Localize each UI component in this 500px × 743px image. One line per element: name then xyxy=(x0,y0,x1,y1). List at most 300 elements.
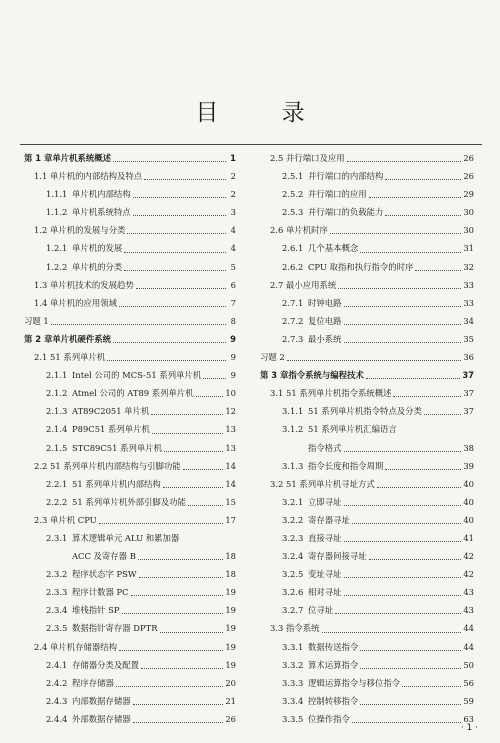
page-ref: 15 xyxy=(225,496,236,507)
section-title: 51 系列单片机 xyxy=(50,352,106,363)
section-number: 2.4.1 xyxy=(46,659,68,670)
page-ref: 36 xyxy=(463,352,474,363)
section-number: 第 2 章 xyxy=(24,333,53,344)
page-ref: 29 xyxy=(463,189,474,200)
toc-entry xyxy=(24,312,236,330)
leader-dots xyxy=(393,396,461,397)
leader-dots xyxy=(385,469,461,470)
chapter-entry xyxy=(260,366,474,384)
section-title: 数据指针寄存器 DPTR xyxy=(72,623,158,634)
leader-dots xyxy=(151,414,223,415)
section-title: 51 系列单片机寻址方式 xyxy=(286,478,375,489)
section-number: 2.3.1 xyxy=(46,532,68,543)
section-number: 2.4.3 xyxy=(46,695,68,706)
section-title: 程序存储器 xyxy=(72,677,114,688)
toc-entry xyxy=(24,529,236,547)
leader-dots xyxy=(335,613,461,614)
section-title: 习题 1 xyxy=(24,315,49,326)
leader-dots xyxy=(385,215,461,216)
section-number: 3.2.2 xyxy=(282,514,304,525)
page-ref: 50 xyxy=(463,659,474,670)
page-ref: 1 xyxy=(230,153,236,163)
section-title: 相对寻址 xyxy=(308,587,342,598)
section-number: 2.5.1 xyxy=(282,171,304,182)
toc-entry xyxy=(24,493,236,511)
section-number: 3.2.4 xyxy=(282,551,304,562)
page-ref: 19 xyxy=(225,587,236,598)
toc-entry xyxy=(260,420,474,438)
toc-entry xyxy=(24,674,236,692)
leader-dots xyxy=(133,197,226,198)
section-title: 变址寻址 xyxy=(308,569,342,580)
leader-dots xyxy=(344,577,462,578)
section-title: 单片机系统概述 xyxy=(52,153,112,163)
section-number: 2.7.1 xyxy=(282,297,304,308)
toc-entry xyxy=(260,511,474,529)
toc-entry xyxy=(260,656,474,674)
leader-dots xyxy=(127,233,226,234)
toc-entry xyxy=(24,710,236,728)
page-ref: 9 xyxy=(230,352,236,363)
section-number: 3.2.3 xyxy=(282,532,304,543)
page-ref: 26 xyxy=(463,153,474,163)
page-ref: 40 xyxy=(463,514,474,525)
page-ref: 30 xyxy=(463,225,474,236)
page-ref: 39 xyxy=(463,460,474,471)
leader-dots xyxy=(287,360,462,361)
leader-dots xyxy=(119,650,223,651)
section-number: 第 1 章 xyxy=(24,153,53,163)
leader-dots xyxy=(133,215,226,216)
section-title: 程序状态字 PSW xyxy=(72,569,137,580)
page-ref: 63 xyxy=(463,713,474,724)
leader-dots xyxy=(352,523,461,524)
page-ref: 42 xyxy=(463,551,474,562)
leader-dots xyxy=(122,613,224,614)
leader-dots xyxy=(164,451,223,452)
leader-dots xyxy=(183,469,224,470)
section-title: 51 系列单片机指令特点及分类 xyxy=(308,406,422,417)
section-number: 2.6.2 xyxy=(282,261,304,272)
section-title: 单片机的分类 xyxy=(72,261,123,272)
leader-dots xyxy=(402,686,461,687)
section-title: Atmel 公司的 AT89 系列单片机 xyxy=(72,388,194,399)
page-ref: 38 xyxy=(463,442,474,453)
leader-dots xyxy=(138,559,223,560)
section-title: 寄存器寻址 xyxy=(308,514,350,525)
section-title: 单片机存储器结构 xyxy=(50,641,117,652)
section-number: 2.4.4 xyxy=(46,713,68,724)
section-title: 指令长度和指令周期 xyxy=(308,460,384,471)
leader-dots xyxy=(133,704,224,705)
toc-entry xyxy=(260,674,474,692)
leader-dots xyxy=(107,360,226,361)
leader-dots xyxy=(347,161,462,162)
page-ref: 34 xyxy=(463,315,474,326)
leader-dots xyxy=(196,396,224,397)
section-title: 堆栈指针 SP xyxy=(72,605,120,616)
section-number: 1.1.1 xyxy=(46,189,68,200)
leader-dots xyxy=(415,270,461,271)
leader-dots xyxy=(338,288,461,289)
toc-entry xyxy=(24,221,236,239)
page-ref: 21 xyxy=(225,695,236,706)
toc-entry xyxy=(24,203,236,221)
page-ref: 5 xyxy=(230,261,236,272)
leader-dots xyxy=(51,324,226,325)
section-number: 1.2 xyxy=(34,225,48,236)
leader-dots xyxy=(131,595,224,596)
section-number: 2.3.5 xyxy=(46,623,68,634)
page-ref: 13 xyxy=(225,442,236,453)
section-number: 3.3.2 xyxy=(282,659,304,670)
toc-entry xyxy=(24,583,236,601)
toc-entry xyxy=(260,619,474,637)
leader-dots xyxy=(344,595,462,596)
page-ref: 59 xyxy=(463,695,474,706)
page-ref: 19 xyxy=(225,605,236,616)
toc-entry xyxy=(24,511,236,529)
leader-dots xyxy=(344,505,462,506)
leader-dots xyxy=(144,179,226,180)
section-title: 51 系列单片机内部结构与引脚功能 xyxy=(50,460,181,471)
section-title: 直接寻址 xyxy=(308,532,342,543)
leader-dots xyxy=(119,306,226,307)
section-title: 51 系列单片机指令系统概述 xyxy=(286,388,392,399)
page-ref: 41 xyxy=(463,532,474,543)
leader-dots xyxy=(330,233,461,234)
toc-entry xyxy=(24,366,236,384)
leader-dots xyxy=(352,722,461,723)
page-ref: 8 xyxy=(230,315,236,326)
page-ref: 7 xyxy=(230,297,236,308)
section-number: 3.3 xyxy=(270,623,284,634)
leader-dots xyxy=(424,414,462,415)
toc-entry-continued xyxy=(24,547,236,565)
toc-entry xyxy=(260,330,474,348)
section-title: 寄存器间接寻址 xyxy=(308,551,367,562)
leader-dots xyxy=(344,451,462,452)
leader-dots xyxy=(124,270,226,271)
leader-dots xyxy=(141,668,223,669)
section-number: 2.7.2 xyxy=(282,315,304,326)
section-title: 指令系统与编程技术 xyxy=(288,370,364,381)
toc-entry xyxy=(260,692,474,710)
leader-dots xyxy=(385,179,461,180)
leader-dots xyxy=(360,704,461,705)
page-ref: 13 xyxy=(225,424,236,435)
section-number: 3.1.2 xyxy=(282,424,304,435)
section-number: 2.1.2 xyxy=(46,388,68,399)
page-ref: 26 xyxy=(463,171,474,182)
section-title: 存储器分类及配置 xyxy=(72,659,139,670)
leader-dots xyxy=(369,559,462,560)
page-ref: 19 xyxy=(225,659,236,670)
toc-entry xyxy=(260,475,474,493)
page-ref: 43 xyxy=(463,587,474,598)
page-ref: 32 xyxy=(463,261,474,272)
page-ref: 30 xyxy=(463,207,474,218)
section-number: 1.3 xyxy=(34,279,48,290)
section-title: 算术运算指令 xyxy=(308,659,359,670)
page-ref: 9 xyxy=(230,333,236,344)
page-ref: 17 xyxy=(225,514,236,525)
section-title: 逻辑运算指令与移位指令 xyxy=(308,677,401,688)
leader-dots xyxy=(344,541,462,542)
toc-entry xyxy=(260,529,474,547)
page-ref: 18 xyxy=(225,569,236,580)
toc-entry xyxy=(260,565,474,583)
toc-entry xyxy=(24,239,236,257)
toc-right-column xyxy=(260,149,474,728)
section-number: 2.3.2 xyxy=(46,569,68,580)
page-ref: 40 xyxy=(463,478,474,489)
section-number: 2.4 xyxy=(34,641,48,652)
section-title: 单片机技术的发展趋势 xyxy=(50,279,134,290)
page-ref: 6 xyxy=(230,279,236,290)
section-title: 单片机硬件系统 xyxy=(52,333,112,344)
page-ref: 14 xyxy=(225,478,236,489)
section-title: 习题 2 xyxy=(260,352,285,363)
section-title: 位寻址 xyxy=(308,605,334,616)
section-title-continued: ACC 及寄存器 B xyxy=(72,551,136,562)
section-title: 单片机系统特点 xyxy=(72,207,131,218)
page-ref: 33 xyxy=(463,279,474,290)
page-ref: 14 xyxy=(225,460,236,471)
toc-entry xyxy=(260,493,474,511)
toc-entry xyxy=(260,638,474,656)
section-title: CPU 取指和执行指令的时序 xyxy=(308,261,414,272)
toc-entry xyxy=(24,656,236,674)
page-ref: 4 xyxy=(230,225,236,236)
leader-dots xyxy=(133,722,224,723)
page-ref: 2 xyxy=(230,171,236,182)
page-ref: 3 xyxy=(230,207,236,218)
section-title: 时钟电路 xyxy=(308,297,342,308)
leader-dots xyxy=(124,252,226,253)
section-title: STC89C51 系列单片机 xyxy=(72,442,162,453)
section-number: 3.2 xyxy=(270,478,284,489)
page-ref: 9 xyxy=(230,370,236,381)
page-ref: 37 xyxy=(463,406,474,417)
section-number: 3.1.1 xyxy=(282,406,304,417)
section-title: 数据传送指令 xyxy=(308,641,359,652)
section-number: 1.1.2 xyxy=(46,207,68,218)
toc-entry xyxy=(24,348,236,366)
toc-entry xyxy=(260,239,474,257)
section-number: 2.5 xyxy=(270,153,284,163)
page-ref: 18 xyxy=(225,551,236,562)
toc-entry xyxy=(260,457,474,475)
page-ref: 44 xyxy=(463,623,474,634)
page-ref: 2 xyxy=(230,189,236,200)
section-number: 2.2.2 xyxy=(46,496,68,507)
section-number: 1.2.1 xyxy=(46,243,68,254)
section-title: 单片机 CPU xyxy=(50,514,97,525)
toc-entry xyxy=(24,294,236,312)
section-number: 3.3.4 xyxy=(282,695,304,706)
page-ref: 40 xyxy=(463,496,474,507)
section-number: 1.1 xyxy=(34,171,48,182)
toc-entry xyxy=(260,601,474,619)
section-title: 算术逻辑单元 ALU 和累加器 xyxy=(72,532,180,543)
leader-dots xyxy=(344,306,462,307)
section-title: 单片机的应用领域 xyxy=(50,297,117,308)
page-ref: 31 xyxy=(463,243,474,254)
toc-entry-continued xyxy=(260,439,474,457)
section-title: 外部数据存储器 xyxy=(72,713,131,724)
leader-dots xyxy=(136,288,226,289)
toc-entry xyxy=(24,601,236,619)
section-title: 51 系列单片机内部结构 xyxy=(72,478,161,489)
toc-entry xyxy=(24,475,236,493)
section-number: 2.2.1 xyxy=(46,478,68,489)
toc-entry xyxy=(24,439,236,457)
toc-entry xyxy=(260,294,474,312)
page-ref: 10 xyxy=(225,388,236,399)
toc-entry xyxy=(24,167,236,185)
toc-entry xyxy=(24,565,236,583)
toc-entry xyxy=(24,638,236,656)
section-number: 3.1 xyxy=(270,388,284,399)
toc-entry xyxy=(260,547,474,565)
section-number: 3.2.1 xyxy=(282,496,304,507)
page-ref: 44 xyxy=(463,641,474,652)
page-ref: 56 xyxy=(463,677,474,688)
section-title: 几个基本概念 xyxy=(308,243,359,254)
toc-entry xyxy=(24,258,236,276)
chapter-entry xyxy=(24,330,236,348)
section-number: 2.7.3 xyxy=(282,333,304,344)
leader-dots xyxy=(163,487,224,488)
toc-entry xyxy=(24,457,236,475)
section-number: 3.2.5 xyxy=(282,569,304,580)
section-number: 3.2.7 xyxy=(282,605,304,616)
leader-dots xyxy=(203,378,226,379)
leader-dots xyxy=(99,523,224,524)
toc-entry xyxy=(260,221,474,239)
section-title: P89C51 系列单片机 xyxy=(72,424,150,435)
page-ref: 19 xyxy=(225,623,236,634)
leader-dots xyxy=(160,632,224,633)
section-title: 51 系列单片机汇编语言 xyxy=(308,424,397,435)
leader-dots xyxy=(360,650,461,651)
toc-entry xyxy=(260,348,474,366)
toc-entry xyxy=(24,185,236,203)
section-title: 51 系列单片机外部引脚及功能 xyxy=(72,496,186,507)
leader-dots xyxy=(369,197,462,198)
toc-entry xyxy=(260,149,474,167)
toc-entry xyxy=(24,384,236,402)
toc-entry xyxy=(260,167,474,185)
section-number: 2.1.4 xyxy=(46,424,68,435)
page-number: · 1 · xyxy=(460,723,478,733)
toc-entry xyxy=(24,276,236,294)
leader-dots xyxy=(344,342,462,343)
section-title: 复位电路 xyxy=(308,315,342,326)
page-ref: 4 xyxy=(230,243,236,254)
section-title: 并行端口及应用 xyxy=(286,153,345,163)
section-title: 控制转移指令 xyxy=(308,695,359,706)
leader-dots xyxy=(360,668,461,669)
section-number: 3.3.3 xyxy=(282,677,304,688)
section-number: 2.6.1 xyxy=(282,243,304,254)
toc-entry xyxy=(24,420,236,438)
section-number: 2.3.3 xyxy=(46,587,68,598)
section-title: 程序计数器 PC xyxy=(72,587,129,598)
section-number: 2.1.5 xyxy=(46,442,68,453)
section-title: 内部数据存储器 xyxy=(72,695,131,706)
divider xyxy=(20,144,482,145)
toc-entry xyxy=(260,583,474,601)
leader-dots xyxy=(366,378,461,379)
page-ref: 37 xyxy=(462,370,474,381)
section-title: 并行端口的负载能力 xyxy=(308,207,384,218)
toc-entry xyxy=(260,312,474,330)
toc-entry xyxy=(24,692,236,710)
section-number: 2.3.4 xyxy=(46,605,68,616)
section-title: 单片机的内部结构及特点 xyxy=(50,171,143,182)
chapter-entry xyxy=(24,149,236,167)
leader-dots xyxy=(188,505,224,506)
toc-entry xyxy=(260,402,474,420)
section-number: 2.2 xyxy=(34,460,48,471)
page-title: 目 录 xyxy=(195,100,333,126)
leader-dots xyxy=(360,252,461,253)
toc-entry xyxy=(24,402,236,420)
section-title-continued: 指令格式 xyxy=(308,442,342,453)
section-number: 3.1.3 xyxy=(282,460,304,471)
section-number: 2.5.2 xyxy=(282,189,304,200)
section-title: 立即寻址 xyxy=(308,496,342,507)
section-title: AT89C2051 单片机 xyxy=(72,406,150,417)
section-title: 最小系统 xyxy=(308,333,342,344)
page-ref: 20 xyxy=(225,677,236,688)
section-title: 并行端口的应用 xyxy=(308,189,367,200)
page-ref: 12 xyxy=(225,406,236,417)
section-number: 3.2.6 xyxy=(282,587,304,598)
page-ref: 43 xyxy=(463,605,474,616)
section-number: 2.1.1 xyxy=(46,370,68,381)
section-number: 2.5.3 xyxy=(282,207,304,218)
toc-entry xyxy=(260,384,474,402)
leader-dots xyxy=(344,324,462,325)
section-number: 2.7 xyxy=(270,279,284,290)
leader-dots xyxy=(113,342,226,343)
section-number: 2.6 xyxy=(270,225,284,236)
toc-entry xyxy=(24,619,236,637)
page-ref: 37 xyxy=(463,388,474,399)
section-number: 1.4 xyxy=(34,297,48,308)
section-title: 单片机内部结构 xyxy=(72,189,131,200)
section-number: 3.3.5 xyxy=(282,713,304,724)
section-title: 单片机的发展与分类 xyxy=(50,225,126,236)
leader-dots xyxy=(116,686,223,687)
toc-entry xyxy=(260,203,474,221)
section-number: 2.1.3 xyxy=(46,406,68,417)
section-title: 单片机时序 xyxy=(286,225,328,236)
section-number: 第 3 章 xyxy=(260,370,289,381)
leader-dots xyxy=(152,433,223,434)
section-title: 位操作指令 xyxy=(308,713,350,724)
page-ref: 19 xyxy=(225,641,236,652)
page-ref: 35 xyxy=(463,333,474,344)
section-title: 指令系统 xyxy=(286,623,320,634)
page-ref: 42 xyxy=(463,569,474,580)
page-ref: 33 xyxy=(463,297,474,308)
leader-dots xyxy=(377,487,462,488)
section-number: 2.1 xyxy=(34,352,48,363)
